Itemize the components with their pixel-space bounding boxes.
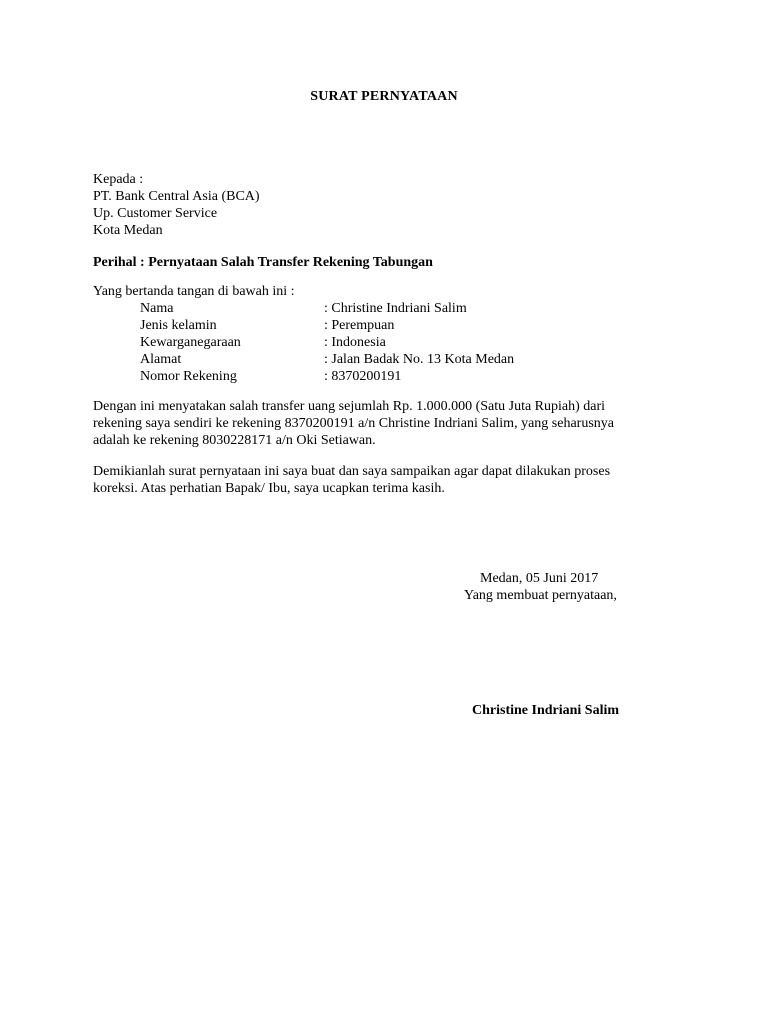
identity-label: Jenis kelamin bbox=[140, 318, 217, 333]
identity-label: Kewarganegaraan bbox=[140, 335, 241, 350]
signature-block bbox=[464, 570, 617, 604]
letter-subject: Perihal : Pernyataan Salah Transfer Rekening Tabungan bbox=[93, 255, 433, 270]
identity-value: : Indonesia bbox=[324, 335, 386, 350]
identity-row-address bbox=[140, 351, 514, 368]
maker-label: Yang membuat pernyataan, bbox=[464, 588, 617, 603]
addressee-bank: PT. Bank Central Asia (BCA) bbox=[93, 189, 260, 204]
paragraph-line: adalah ke rekening 8030228171 a/n Oki Setiawan. bbox=[93, 433, 376, 448]
signer-name: Christine Indriani Salim bbox=[472, 703, 620, 718]
identity-label: Nama bbox=[140, 301, 174, 316]
paragraph-line: koreksi. Atas perhatian Bapak/ Ibu, saya ucapkan terima kasih. bbox=[93, 481, 445, 496]
paragraph-line: Demikianlah surat pernyataan ini saya buat dan saya sampaikan agar dapat dilakukan proses bbox=[93, 464, 611, 479]
identity-table bbox=[140, 300, 514, 385]
statement-paragraph bbox=[93, 398, 683, 449]
identity-label: Nomor Rekening bbox=[140, 369, 237, 384]
addressee-attention: Up. Customer Service bbox=[93, 206, 218, 221]
addressee-city: Kota Medan bbox=[93, 223, 163, 238]
identity-value: : Perempuan bbox=[324, 318, 395, 333]
identity-label: Alamat bbox=[140, 352, 182, 367]
identity-value: : 8370200191 bbox=[324, 369, 402, 384]
paragraph-line: rekening saya sendiri ke rekening 8370200191 a/n Christine Indriani Salim, yang seharusnya bbox=[93, 416, 614, 431]
identity-value: : Christine Indriani Salim bbox=[324, 301, 467, 316]
paragraph-line: Dengan ini menyatakan salah transfer uang sejumlah Rp. 1.000.000 (Satu Juta Rupiah) dari bbox=[93, 399, 606, 414]
addressee-kepada: Kepada : bbox=[93, 172, 144, 187]
letter-title: SURAT PERNYATAAN bbox=[310, 89, 458, 104]
closing-paragraph bbox=[93, 463, 683, 497]
addressee-block bbox=[93, 171, 260, 239]
identity-row-nationality bbox=[140, 334, 514, 351]
intro-line: Yang bertanda tangan di bawah ini : bbox=[93, 284, 295, 299]
identity-row-name bbox=[140, 300, 514, 317]
identity-row-account bbox=[140, 368, 514, 385]
identity-value: : Jalan Badak No. 13 Kota Medan bbox=[324, 352, 515, 367]
identity-row-gender bbox=[140, 317, 514, 334]
place-date: Medan, 05 Juni 2017 bbox=[480, 571, 599, 586]
